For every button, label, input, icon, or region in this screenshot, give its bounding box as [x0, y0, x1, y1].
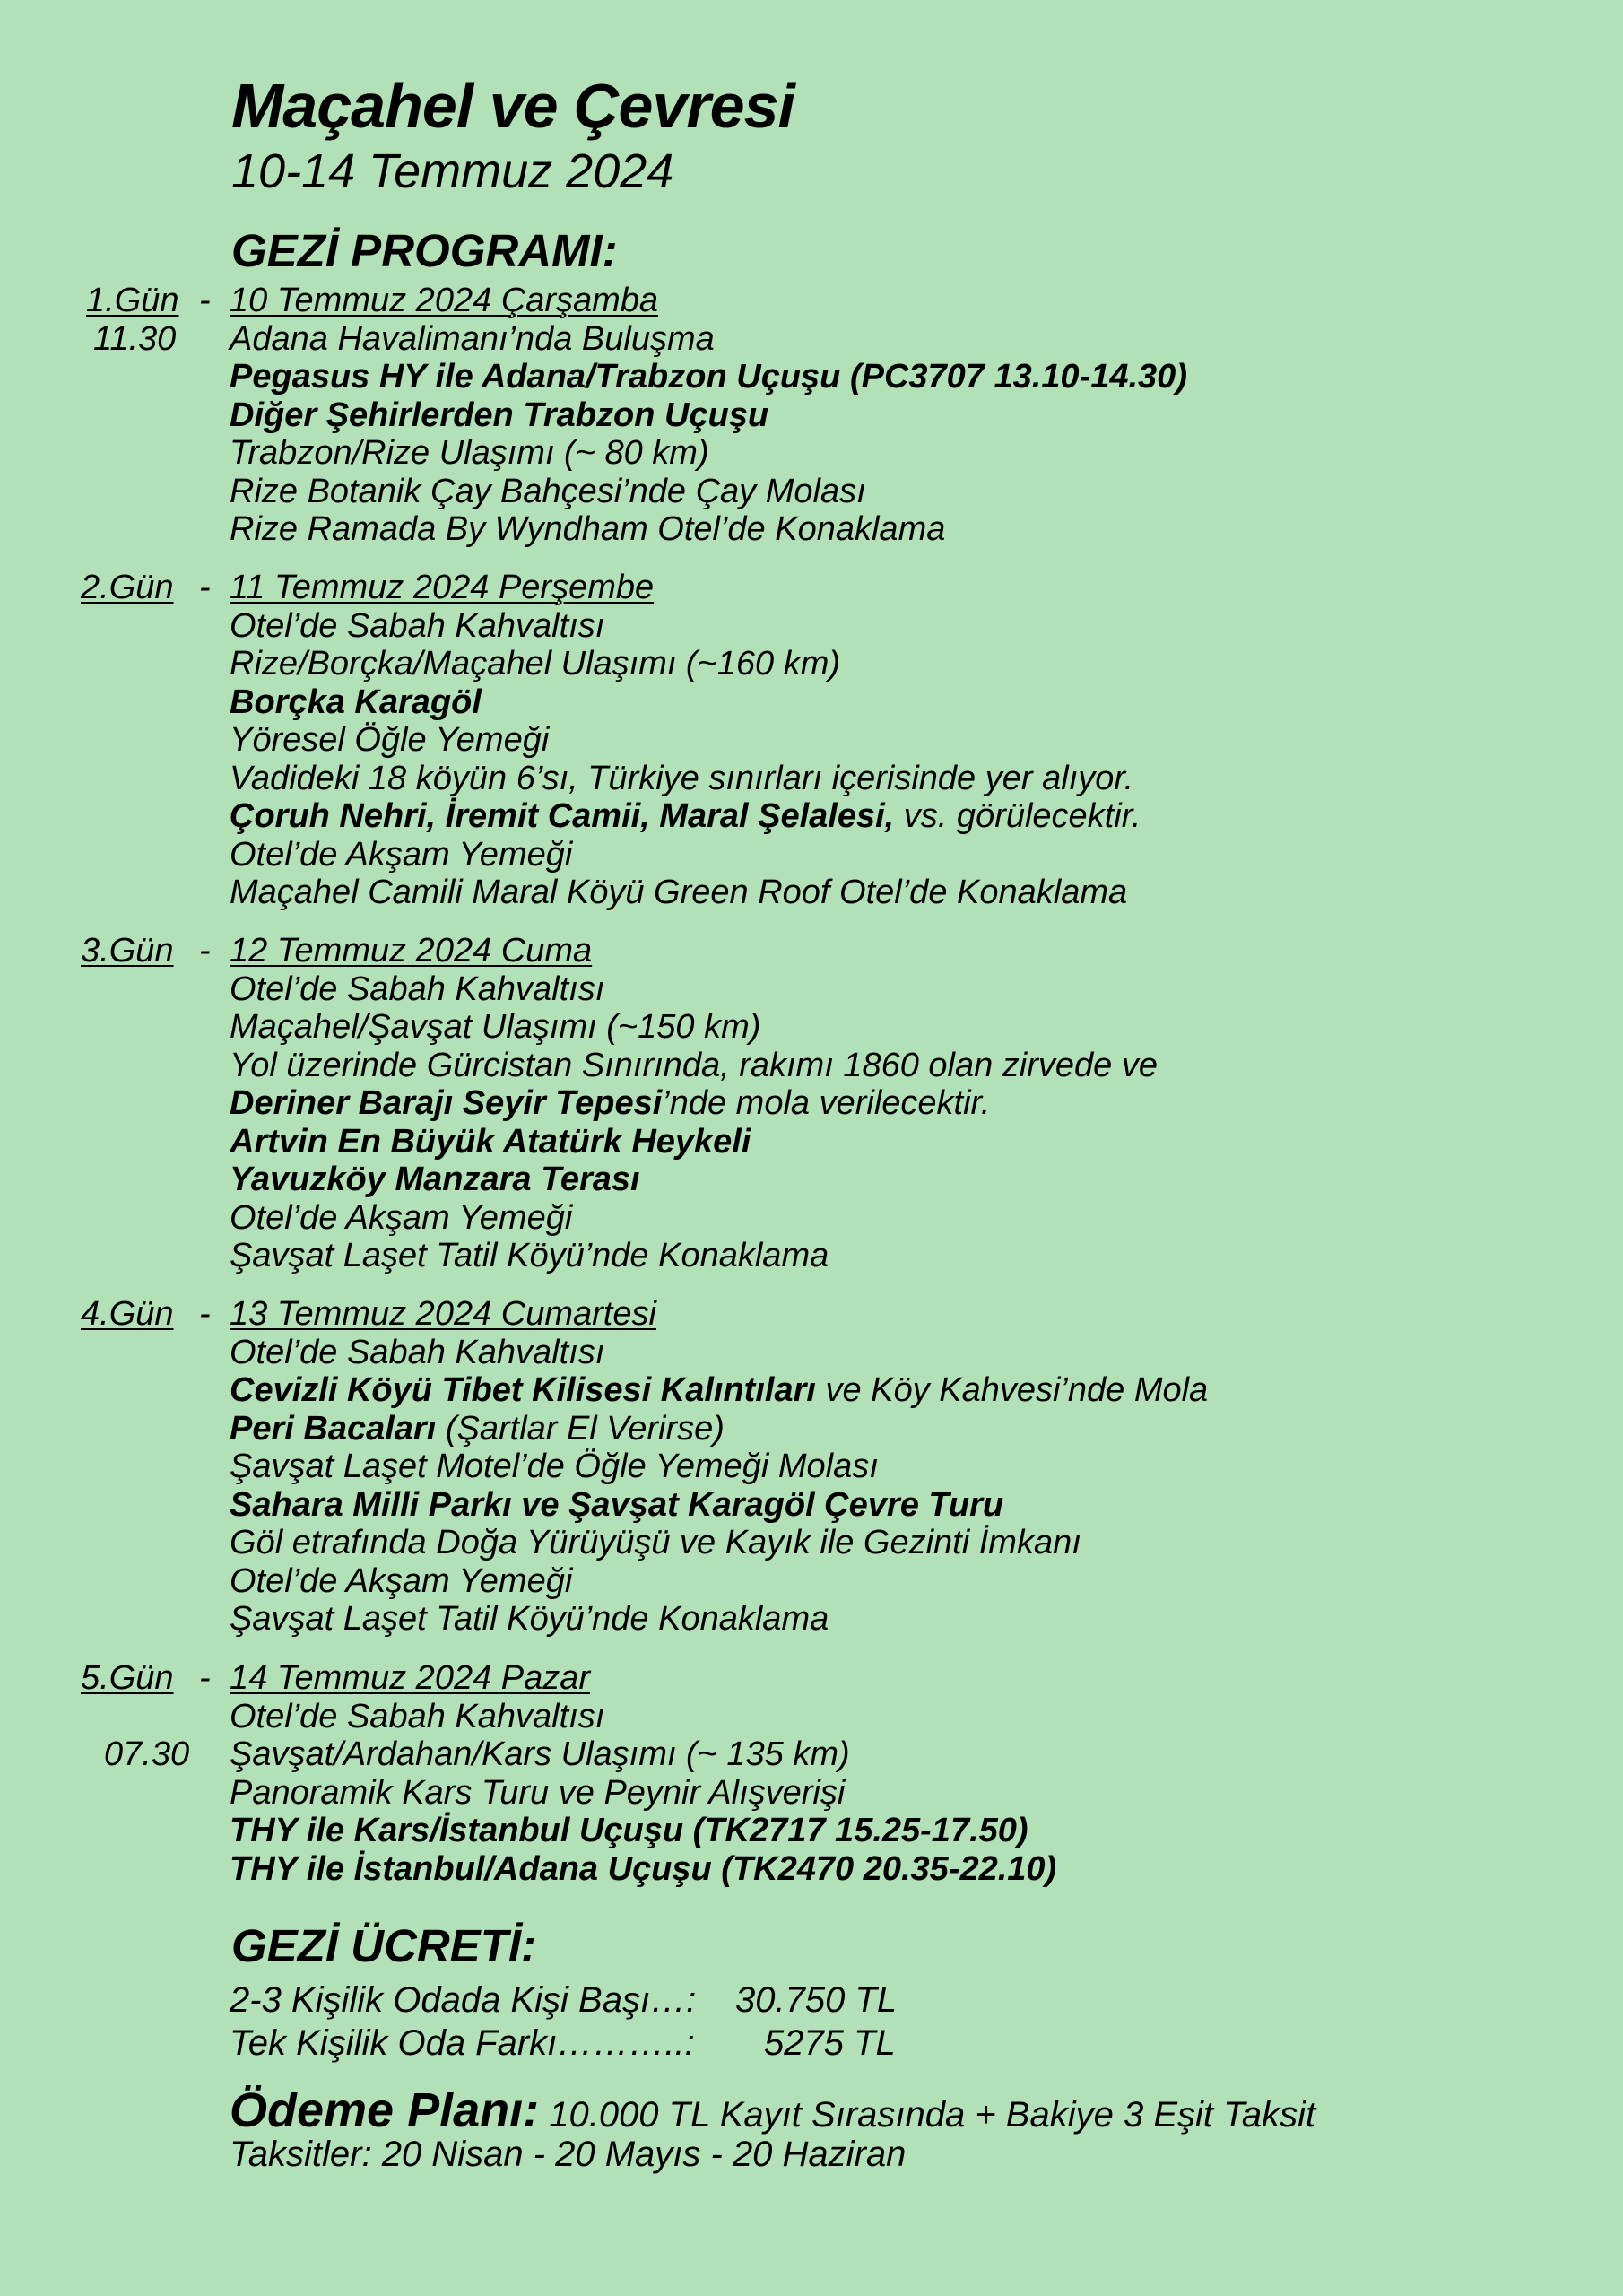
day-1-label: 1.Gün [86, 282, 179, 319]
tour-dates: 10-14 Temmuz 2024 [231, 144, 674, 198]
fee-label: 2-3 Kişilik Odada Kişi Başı…: [230, 1980, 697, 2020]
day-2-item: Rize/Borçka/Maçahel Ulaşımı (~160 km) [230, 645, 841, 683]
day-2-item: Otel’de Akşam Yemeği [230, 835, 573, 874]
day-3-item: Artvin En Büyük Atatürk Heykeli [230, 1122, 751, 1161]
day-3-item-rest: ’nde mola verilecektir. [662, 1084, 991, 1122]
day-4-block [0, 1295, 1623, 1639]
day-2-label: 2.Gün [81, 569, 174, 606]
day-3-item: Şavşat Laşet Tatil Köyü’nde Konaklama [230, 1237, 829, 1274]
day-5-time: 07.30 [104, 1735, 190, 1773]
day-4-item: Otel’de Sabah Kahvaltısı [230, 1333, 605, 1371]
fee-amount: 5275 TL [764, 2023, 896, 2063]
day-5-date: 14 Temmuz 2024 Pazar [230, 1659, 591, 1697]
payment-text: 10.000 TL Kayıt Sırasında + Bakiye 3 Eşit Taksit [539, 2095, 1316, 2135]
day-3-date: 12 Temmuz 2024 Cuma [230, 932, 593, 970]
day-1-time: 11.30 [93, 319, 177, 358]
day-3-item: Maçahel/Şavşat Ulaşımı (~150 km) [230, 1008, 761, 1046]
payment-plan [230, 2083, 1315, 2138]
day-1-item: Rize Botanik Çay Bahçesi’nde Çay Molası [230, 472, 866, 510]
day-5-item: Şavşat/Ardahan/Kars Ulaşımı (~ 135 km) [230, 1735, 850, 1773]
day-3-item-mixed [230, 1084, 990, 1123]
day-5-dash: - [199, 1659, 211, 1697]
day-3-item: Yol üzerinde Gürcistan Sınırında, rakımı 1860 olan zirvede ve [230, 1046, 1158, 1084]
day-2-item: Borçka Karagöl [230, 683, 482, 721]
day-4-item-mixed [230, 1410, 725, 1448]
day-2-item: Otel’de Sabah Kahvaltısı [230, 606, 605, 645]
day-5-item: THY ile Kars/İstanbul Uçuşu (TK2717 15.25-17.50) [230, 1812, 1028, 1849]
page-title: Maçahel ve Çevresi [231, 71, 794, 141]
day-4-item-bold: Peri Bacaları [230, 1409, 437, 1448]
day-5-item: Panoramik Kars Turu ve Peynir Alışverişi [230, 1773, 846, 1812]
day-1-item: Trabzon/Rize Ulaşımı (~ 80 km) [230, 434, 709, 472]
day-1-dash: - [199, 282, 211, 319]
day-4-item: Şavşat Laşet Tatil Köyü’nde Konaklama [230, 1600, 829, 1638]
day-3-dash: - [199, 932, 211, 970]
day-4-item-rest: (Şartlar El Verirse) [436, 1409, 725, 1448]
day-5-label: 5.Gün [81, 1659, 174, 1697]
day-1-item: Adana Havalimanı’nda Buluşma [230, 319, 715, 358]
day-1-item: Pegasus HY ile Adana/Trabzon Uçuşu (PC3707 13.10-14.30) [230, 358, 1187, 396]
day-2-item: Maçahel Camili Maral Köyü Green Roof Otel’de Konaklama [230, 874, 1128, 911]
day-4-item: Sahara Milli Parkı ve Şavşat Karagöl Çevre Turu [230, 1485, 1004, 1524]
day-3-label: 3.Gün [81, 932, 174, 970]
day-3-item-bold: Deriner Barajı Seyir Tepesi [230, 1084, 663, 1122]
day-5-item: Otel’de Sabah Kahvaltısı [230, 1697, 605, 1735]
day-2-item: Yöresel Öğle Yemeği [230, 721, 550, 759]
day-5-block [0, 1659, 1623, 1888]
day-4-item-rest: ve Köy Kahvesi’nde Mola [815, 1371, 1209, 1409]
day-2-item: Vadideki 18 köyün 6’sı, Türkiye sınırları içerisinde yer alıyor. [230, 759, 1134, 797]
day-4-dash: - [199, 1295, 211, 1333]
day-2-dash: - [199, 569, 211, 606]
day-2-item-mixed [230, 797, 1141, 836]
day-1-date: 10 Temmuz 2024 Çarşamba [230, 282, 659, 319]
program-heading: GEZİ PROGRAMI: [231, 225, 618, 276]
day-4-item-bold: Cevizli Köyü Tibet Kilisesi Kalıntıları [230, 1371, 816, 1409]
day-3-item: Yavuzköy Manzara Terası [230, 1161, 640, 1198]
day-5-item: THY ile İstanbul/Adana Uçuşu (TK2470 20.35-22.10) [230, 1849, 1057, 1888]
day-4-item: Otel’de Akşam Yemeği [230, 1561, 573, 1600]
day-3-block [0, 932, 1623, 1275]
day-1-block [0, 282, 1623, 549]
day-4-item: Şavşat Laşet Motel’de Öğle Yemeği Molası [230, 1448, 879, 1485]
day-2-item-bold: Çoruh Nehri, İremit Camii, Maral Şelalesi, [230, 797, 895, 835]
installments: Taksitler: 20 Nisan - 20 Mayıs - 20 Haziran [230, 2135, 907, 2174]
day-4-item-mixed [230, 1371, 1208, 1410]
day-4-date: 13 Temmuz 2024 Cumartesi [230, 1295, 656, 1333]
day-2-block [0, 569, 1623, 912]
day-3-item: Otel’de Akşam Yemeği [230, 1198, 573, 1237]
day-2-date: 11 Temmuz 2024 Perşembe [230, 569, 655, 606]
fee-amount: 30.750 TL [735, 1980, 898, 2020]
day-4-item: Göl etrafında Doğa Yürüyüşü ve Kayık ile Gezinti İmkanı [230, 1524, 1081, 1561]
day-1-item: Rize Ramada By Wyndham Otel’de Konaklama [230, 510, 946, 548]
fee-label: Tek Kişilik Oda Farkı………..: [230, 2023, 695, 2063]
fee-heading: GEZİ ÜCRETİ: [231, 1920, 536, 1971]
day-1-item: Diğer Şehirlerden Trabzon Uçuşu [230, 396, 769, 434]
payment-heading: Ödeme Planı: [230, 2083, 540, 2137]
day-4-label: 4.Gün [81, 1295, 174, 1333]
day-3-item: Otel’de Sabah Kahvaltısı [230, 970, 605, 1008]
day-2-item-rest: vs. görülecektir. [894, 797, 1141, 835]
